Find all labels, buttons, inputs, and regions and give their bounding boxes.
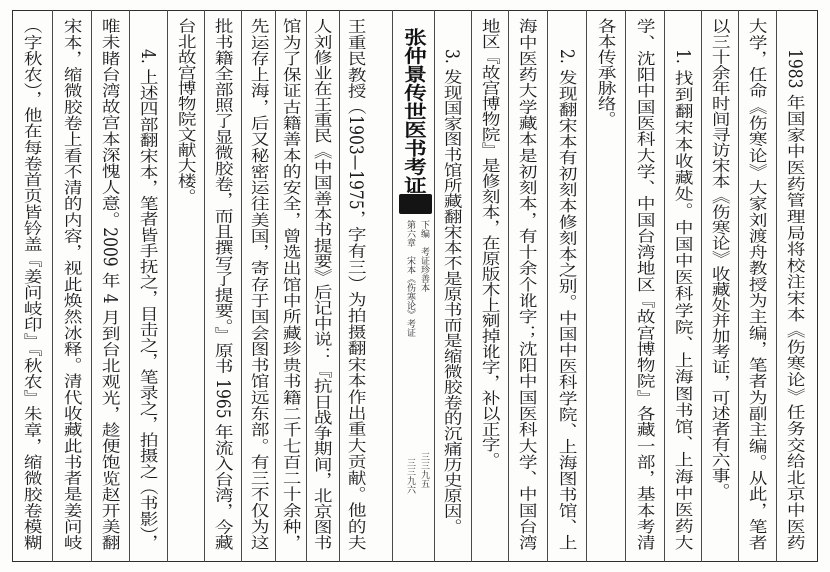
column-rule [91,10,92,562]
text-column: 海中医药大学藏本是初刻本，有十余个讹字；沈阳中国医科大学、中国台湾 [516,18,538,550]
column-rule [306,10,307,562]
column-rule [738,10,739,562]
column-rule [776,10,777,562]
column-rule [586,10,587,562]
section-marker-bar [399,194,432,214]
column-rule [392,10,393,562]
column-rule [204,10,205,562]
page-mark: 三三九五 [419,452,429,488]
column-rule [129,10,130,562]
column-rule [471,10,472,562]
text-column: 先运存上海，后又秘密运往美国，寄存于国会图书馆远东部。有三不仅为这 [248,18,270,550]
column-rule [241,10,242,562]
text-column: 各本传承脉络。 [595,18,617,127]
text-column: 学、沈阳中国医科大学、中国台湾地区『故宫博物院』各藏一部，基本考清 [634,18,656,550]
chapter-label: 第六章 宋本《伤寒论》考证 [405,220,415,337]
column-rule [625,10,626,562]
text-column: 地区『故宫博物院』是修刻本，在原版木上剜掉讹字，补以正字。 [479,18,501,468]
text-column: 人刘修业在王重民《中国善本书提要》后记中说：『抗日战争期间，北京图书 [311,18,333,550]
book-title: 张仲景传世医书考证 [400,28,427,195]
text-column: 唯未睹台湾故宫本深愧人意。2009 年 4 月到台北观光，趁便饱览赵开美翻 [99,18,121,550]
text-column: 3. 发现国家图书馆所藏翻宋本不是原书而是缩微胶卷的沉痛历史原因。 [441,49,463,534]
text-column: 1983 年国家中医药管理局将校注宋本《伤寒论》任务交给北京中医药 [784,49,806,550]
text-column: 以三十余年时间寻访宋本《伤寒论》收藏处并加考证，可述者有六事。 [709,18,731,499]
text-column: 馆为了保证古籍善本的安全，曾选出馆中所藏珍贵书籍二千七百二十余种， [280,18,302,550]
text-column: 台北故宫博物院文献大楼。 [175,18,197,204]
text-column: 王重民教授（1903—1975，字有三）为拍摄翻宋本作出重大贡献。他的夫 [345,18,367,550]
column-rule [52,10,53,562]
text-column: 批书籍全部照了显微胶卷，而且撰写了提要。』原书 1965 年流入台湾，今藏 [212,18,234,550]
column-rule [547,10,548,562]
column-rule [508,10,509,562]
page-mark: 三三九六 [405,458,415,494]
text-column: 2. 发现翻宋本有初刻本修刻本之别。中国中医科学院、上海图书馆、上 [556,49,578,550]
part-label: 下编 考证珍善本 [419,220,429,292]
column-rule [701,10,702,562]
text-column: 大学，任命《伤寒论》大家刘渡舟教授为主编，笔者为副主编。从此，笔者 [746,18,768,550]
column-rule [664,10,665,562]
text-column: （字秋农），他在每卷首页皆钤盖『姜问岐印』『秋农』朱章，缩微胶卷模糊 [21,18,43,550]
column-rule [339,10,340,562]
column-rule [434,10,435,562]
column-rule [275,10,276,562]
column-rule [167,10,168,562]
text-column: 1. 找到翻宋本收藏处。中国中医科学院、上海图书馆、上海中医药大 [672,49,694,550]
text-column: 4. 上述四部翻宋本，笔者皆手抚之，目击之，笔录之，拍摄之（书影）， [137,49,159,550]
text-column: 宋本，缩微胶卷上看不清的内容，视此焕然冰释。清代收藏此书者是姜问岐 [61,18,83,550]
